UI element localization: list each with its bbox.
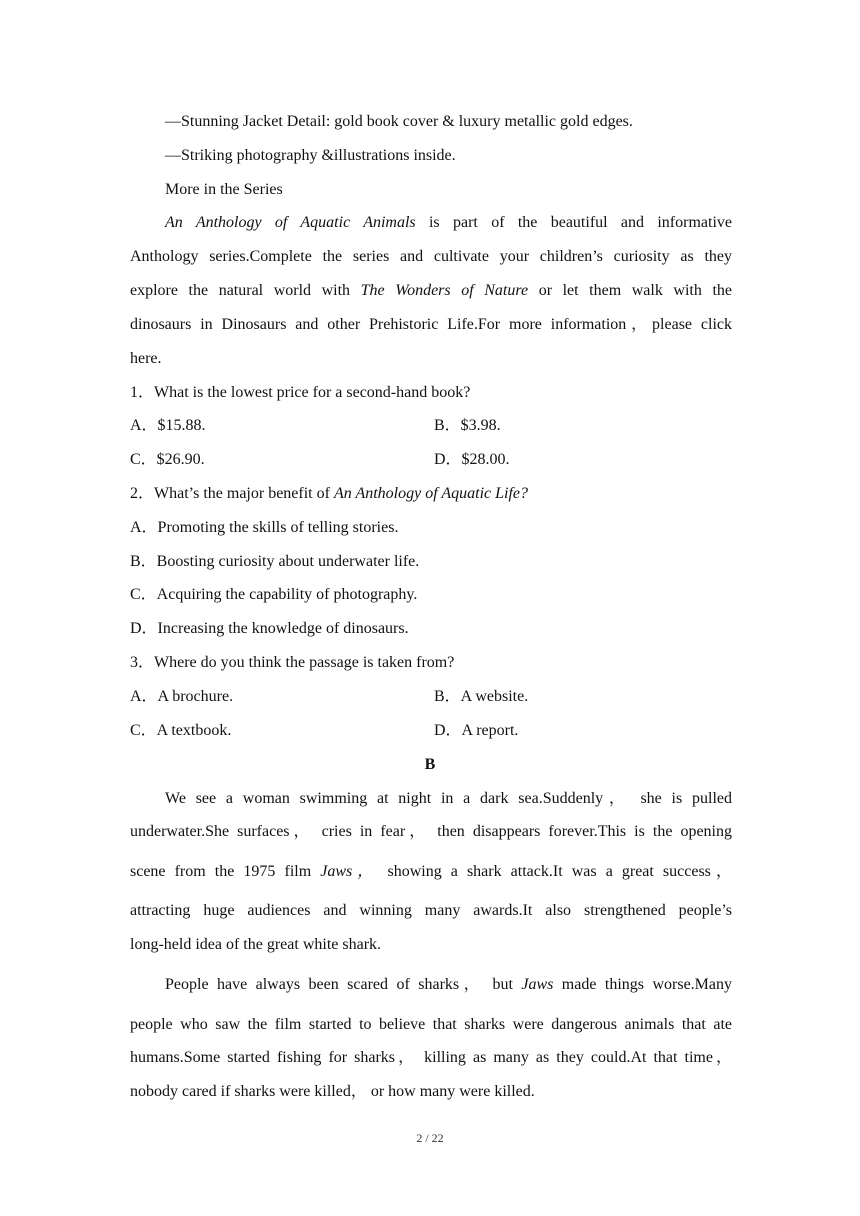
passage-b-p2-line-4: nobody cared if sharks were killed， or how many were killed. <box>130 1083 535 1100</box>
question-3-option-b: B．A website. <box>434 688 529 705</box>
passage-b-p1-line-1: We see a woman swimming at night in a dark sea.Suddenly， she is pulled <box>165 790 732 807</box>
question-1-option-d: D．$28.00. <box>434 451 510 468</box>
series-paragraph-line-1 <box>165 213 732 233</box>
question-1-option-b: B．$3.98. <box>434 417 501 434</box>
text-span: 2．What’s the major benefit of <box>130 485 334 502</box>
passage-b-p1-line-5: long-held idea of the great white shark. <box>130 936 382 953</box>
question-3-option-a: A．A brochure. <box>130 688 234 705</box>
book-title: The Wonders of Nature <box>360 282 529 299</box>
series-paragraph-line-3 <box>130 281 732 301</box>
film-title: Jaws， <box>320 863 379 880</box>
series-paragraph-line-4: dinosaurs in Dinosaurs and other Prehistoric Life.For more information，please click <box>130 316 732 333</box>
passage-b-p2-line-1 <box>165 975 732 995</box>
question-1-stem: 1．What is the lowest price for a second-hand book? <box>130 384 471 401</box>
question-2-option-c: C．Acquiring the capability of photography. <box>130 586 418 603</box>
question-1-option-c: C．$26.90. <box>130 451 205 468</box>
text-span: People have always been scared of sharks， but <box>165 976 522 993</box>
book-title: An Anthology of Aquatic Animals <box>165 214 416 231</box>
question-2-option-b: B．Boosting curiosity about underwater life. <box>130 553 420 570</box>
question-3-option-c: C．A textbook. <box>130 722 232 739</box>
text-span: is part of the beautiful and informative <box>415 214 733 231</box>
question-3-stem: 3．Where do you think the passage is taken from? <box>130 654 455 671</box>
film-title: Jaws <box>521 976 554 993</box>
text-span: or let them walk with the <box>528 282 733 299</box>
passage-b-p1-line-2: underwater.She surfaces， cries in fear， then disappears forever.This is the opening <box>130 823 733 840</box>
passage-b-p1-line-4: attracting huge audiences and winning many awards.It also strengthened people’s <box>130 902 732 919</box>
series-heading: More in the Series <box>165 181 283 198</box>
series-paragraph-line-2: Anthology series.Complete the series and cultivate your children’s curiosity as they <box>130 248 732 265</box>
feature-bullet-photography: —Striking photography &illustrations inside. <box>165 147 456 164</box>
text-span: showing a shark attack.It was a great success， <box>378 863 732 880</box>
text-span: made things worse.Many <box>553 976 732 993</box>
section-b-heading: B <box>424 756 436 773</box>
feature-bullet-jacket: —Stunning Jacket Detail: gold book cover & luxury metallic gold edges. <box>165 113 633 130</box>
page-number: 2 / 22 <box>416 1131 444 1145</box>
question-3-option-d: D．A report. <box>434 722 519 739</box>
series-paragraph-line-5: here. <box>130 350 162 367</box>
passage-b-p2-line-3: humans.Some started fishing for sharks， killing as many as they could.At that time， <box>130 1049 733 1066</box>
book-title: An Anthology of Aquatic Life? <box>333 485 529 502</box>
question-2-stem <box>130 484 528 504</box>
passage-b-p1-line-3 <box>130 862 732 882</box>
question-2-option-a: A．Promoting the skills of telling stories. <box>130 519 399 536</box>
text-span: explore the natural world with <box>130 282 361 299</box>
text-span: scene from the 1975 film <box>130 863 321 880</box>
question-1-option-a: A．$15.88. <box>130 417 206 434</box>
question-2-option-d: D．Increasing the knowledge of dinosaurs. <box>130 620 409 637</box>
passage-b-p2-line-2: people who saw the film started to believe that sharks were dangerous animals that ate <box>130 1016 732 1033</box>
